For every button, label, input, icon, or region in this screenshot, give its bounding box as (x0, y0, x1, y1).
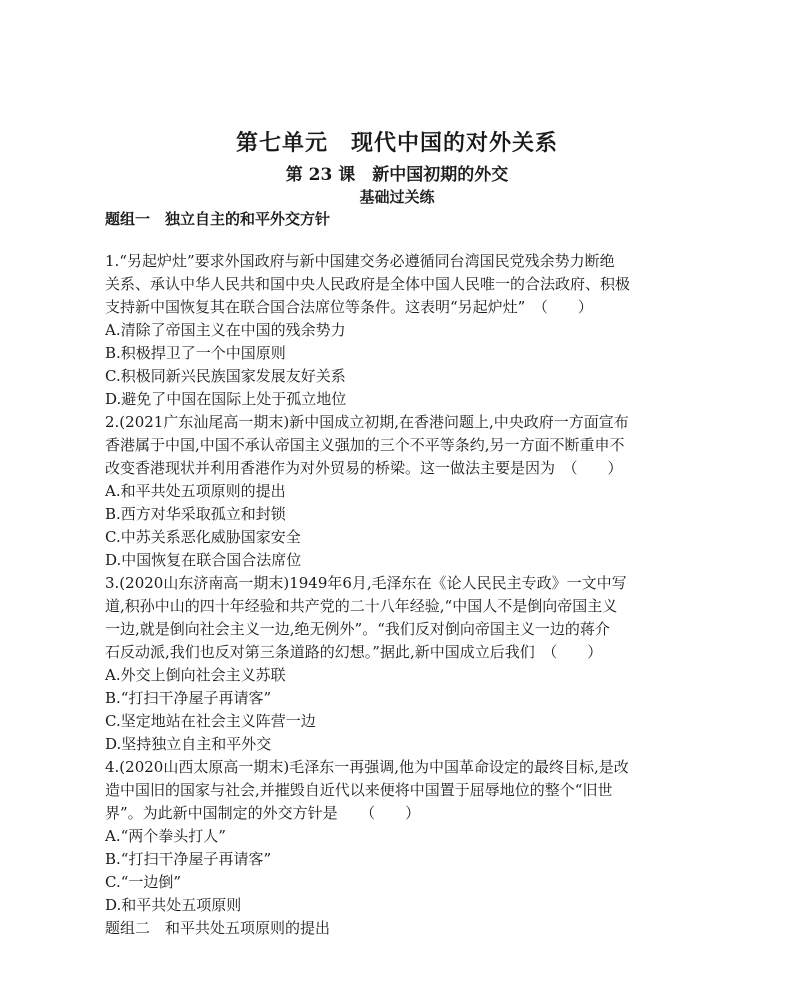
question-stem-line: 3.(2020山东济南高一期末)1949年6月,毛泽东在《论人民民主专政》一文中写 (105, 574, 627, 592)
answer-option-d: D.避免了中国在国际上处于孤立地位 (105, 390, 347, 408)
question-stem-line: 道,积孙中山的四十年经验和共产党的二十八年经验,“中国人不是倒向帝国主义 (105, 597, 618, 615)
unit-title: 第七单元 现代中国的对外关系 (235, 130, 558, 156)
lesson-title: 第 23 课 新中国初期的外交 (285, 165, 509, 185)
group-title-2: 题组二 和平共处五项原则的提出 (105, 919, 331, 937)
question-stem-line: 石反动派,我们也反对第三条道路的幻想。”据此,新中国成立后我们 （ ） (105, 643, 603, 661)
answer-option-c: C.积极同新兴民族国家发展友好关系 (105, 367, 346, 385)
question-4 (105, 756, 695, 917)
group-title-1: 题组一 独立自主的和平外交方针 (105, 210, 331, 228)
answer-option-c: C.坚定地站在社会主义阵营一边 (105, 712, 316, 730)
question-stem-line: 造中国旧的国家与社会,并摧毁自近代以来便将中国置于屈辱地位的整个“旧世 (105, 781, 613, 799)
question-stem-line: 界”。为此新中国制定的外交方针是 （ ） (105, 804, 421, 822)
question-stem-line: 改变香港现状并利用香港作为对外贸易的桥梁。这一做法主要是因为 （ ） (105, 459, 623, 477)
answer-option-d: D.和平共处五项原则 (105, 896, 242, 914)
answer-option-b: B.积极捍卫了一个中国原则 (105, 344, 286, 362)
answer-option-a: A.外交上倒向社会主义苏联 (105, 666, 286, 684)
question-stem-line: 支持新中国恢复其在联合国合法席位等条件。这表明“另起炉灶” （ ） (105, 298, 593, 316)
answer-option-b: B.西方对华采取孤立和封锁 (105, 505, 286, 523)
answer-option-a: A.和平共处五项原则的提出 (105, 482, 286, 500)
question-2 (105, 411, 695, 572)
question-1 (105, 250, 695, 411)
answer-option-b: B.“打扫干净屋子再请客” (105, 689, 272, 707)
question-3 (105, 572, 695, 756)
question-stem-line: 4.(2020山西太原高一期末)毛泽东一再强调,他为中国革命设定的最终目标,是改 (105, 758, 629, 776)
answer-option-c: C.中苏关系恶化威胁国家安全 (105, 528, 301, 546)
section-title: 基础过关练 (359, 188, 435, 206)
question-stem-line: 2.(2021广东汕尾高一期末)新中国成立初期,在香港问题上,中央政府一方面宣布 (105, 413, 629, 431)
answer-option-d: D.坚持独立自主和平外交 (105, 735, 272, 753)
answer-option-d: D.中国恢复在联合国合法席位 (105, 551, 302, 569)
question-stem-line: 一边,就是倒向社会主义一边,绝无例外”。“我们反对倒向帝国主义一边的蒋介 (105, 620, 610, 638)
answer-option-c: C.“一边倒” (105, 873, 182, 891)
answer-option-a: A.“两个拳头打人” (105, 827, 226, 845)
answer-option-a: A.清除了帝国主义在中国的残余势力 (105, 321, 346, 339)
question-list (105, 250, 695, 940)
question-stem-line: 关系、承认中华人民共和国中央人民政府是全体中国人民唯一的合法政府、积极 (105, 275, 631, 293)
question-stem-line: 香港属于中国,中国不承认帝国主义强加的三个不平等条约,另一方面不断重申不 (105, 436, 625, 454)
question-stem-line: 1.“另起炉灶”要求外国政府与新中国建交务必遵循同台湾国民党残余势力断绝 (105, 252, 615, 270)
answer-option-b: B.“打扫干净屋子再请客” (105, 850, 272, 868)
